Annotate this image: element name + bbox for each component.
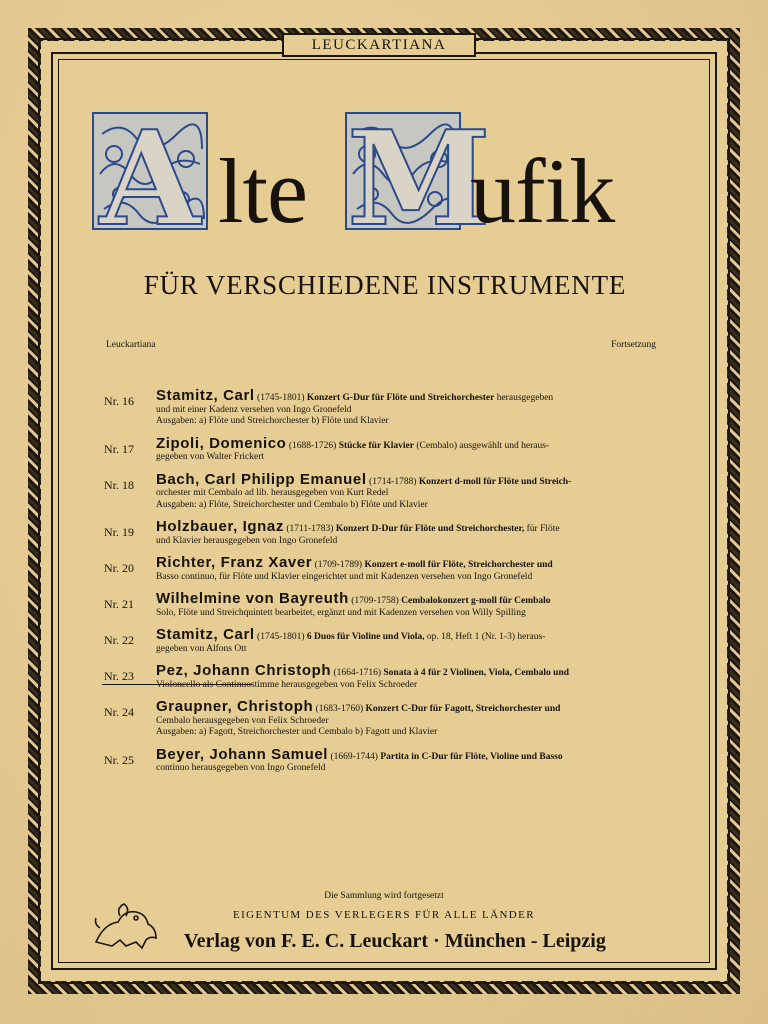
series-meta-left: Leuckartiana xyxy=(106,340,156,350)
work-title: Sonata à 4 für 2 Violinen, Viola, Cembalo und xyxy=(383,668,570,678)
work-title: Konzert e-moll für Flöte, Streichorchester und xyxy=(364,560,553,570)
entry-line-1 xyxy=(156,626,659,644)
composer-name: Bach, Carl Philipp Emanuel xyxy=(156,470,367,488)
entry-line-2: Solo, Flöte und Streichquintett bearbeitet, ergänzt und mit Kadenzen versehen von Willy Spilling xyxy=(156,607,526,618)
catalog-entry xyxy=(104,518,659,547)
entry-number: Nr. 25 xyxy=(104,752,134,767)
entry-editions: Ausgaben: a) Flöte, Streichorchester und Cembalo b) Flöte und Klavier xyxy=(156,499,428,510)
entry-line-1 xyxy=(156,698,659,716)
composer-dates: (1745-1801) xyxy=(257,393,305,403)
composer-name: Pez, Johann Christoph xyxy=(156,662,332,679)
catalog-entry xyxy=(104,554,659,583)
entry-number: Nr. 20 xyxy=(104,561,134,575)
title-word-1-rest: lte xyxy=(218,140,307,242)
entry-body xyxy=(156,745,659,775)
work-rest: (Cembalo) ausgewählt und heraus- xyxy=(416,440,550,451)
composer-dates: (1683-1760) xyxy=(315,704,364,714)
entry-body xyxy=(156,554,659,583)
work-title: Cembalokonzert g-moll für Cembalo xyxy=(401,596,551,606)
entry-editions: Ausgaben: a) Fagott, Streichorchester und Cembalo b) Fagott und Klavier xyxy=(156,727,438,737)
entry-line-1 xyxy=(156,434,659,453)
work-title: Stücke für Klavier xyxy=(338,440,414,451)
composer-dates: (1709-1789) xyxy=(314,560,363,570)
catalog-entry xyxy=(104,662,659,691)
entry-line-2: Basso continuo, für Flöte und Klavier eingerichtet und mit Kadenzen versehen von Ingo Gronefeld xyxy=(156,571,533,582)
entry-line-1 xyxy=(156,590,659,608)
entry-line-2: und Klavier herausgegeben von Ingo Gronefeld xyxy=(156,535,338,546)
composer-dates: (1709-1758) xyxy=(351,596,399,606)
series-label: LEUCKARTIANA xyxy=(282,33,476,57)
ornamental-initial-m: M xyxy=(347,102,491,255)
entry-line-1 xyxy=(156,518,659,536)
publisher-line: Verlag von F. E. C. Leuckart · München - Leipzig xyxy=(184,930,606,952)
series-meta-right: Fortsetzung xyxy=(611,340,656,350)
catalog-entry xyxy=(104,590,659,619)
entry-line-2: Violoncello als Continuostimme herausgegeben von Felix Schroeder xyxy=(156,679,418,690)
work-title: Konzert G-Dur für Flöte und Streichorchester xyxy=(306,393,495,403)
work-title: Partita in C-Dur für Flöte, Violine und Basso xyxy=(380,751,563,762)
main-title xyxy=(92,102,682,255)
work-rest: für Flöte xyxy=(526,524,560,534)
composer-name: Wilhelmine von Bayreuth xyxy=(156,590,349,607)
entry-line-2: orchester mit Cembalo ad lib. herausgegeben von Kurt Redel xyxy=(156,488,389,498)
entry-number: Nr. 22 xyxy=(104,633,134,647)
entry-body xyxy=(156,434,659,464)
entry-number: Nr. 19 xyxy=(104,525,134,539)
catalog-list xyxy=(104,387,659,785)
catalog-entry xyxy=(104,434,659,464)
entry-body xyxy=(156,470,659,512)
composer-dates: (1711-1783) xyxy=(286,524,334,534)
composer-name: Holzbauer, Ignaz xyxy=(156,518,284,535)
work-title: 6 Duos für Violine und Viola, xyxy=(306,632,425,642)
entry-number: Nr. 17 xyxy=(104,441,134,456)
entry-line-1 xyxy=(156,470,659,489)
composer-name: Graupner, Christoph xyxy=(156,698,314,715)
work-title: Konzert C-Dur für Fagott, Streichorchester und xyxy=(365,704,561,714)
entry-body xyxy=(156,626,659,655)
entry-line-2: gegeben von Alfons Ott xyxy=(156,643,247,654)
entry-body xyxy=(156,698,659,739)
entry-line-1 xyxy=(156,387,659,405)
composer-name: Stamitz, Carl xyxy=(156,626,255,643)
catalog-entry xyxy=(104,698,659,739)
entry-line-2: und mit einer Kadenz versehen von Ingo Gronefeld xyxy=(156,404,352,415)
catalog-entry xyxy=(104,626,659,655)
entry-number: Nr. 24 xyxy=(104,705,134,719)
subtitle: FÜR VERSCHIEDENE INSTRUMENTE xyxy=(143,270,627,300)
entry-body xyxy=(156,662,659,691)
entry-number: Nr. 23 xyxy=(104,669,134,683)
entry-body xyxy=(156,590,659,619)
rights-notice: EIGENTUM DES VERLEGERS FÜR ALLE LÄNDER xyxy=(232,909,536,921)
composer-name: Beyer, Johann Samuel xyxy=(156,745,329,763)
entry-number: Nr. 16 xyxy=(104,394,134,408)
entry-line-2: Cembalo herausgegeben von Felix Schroeder xyxy=(156,715,329,726)
collection-note: Die Sammlung wird fortgesetzt xyxy=(324,891,444,901)
entry-line-1 xyxy=(156,554,659,572)
composer-name: Stamitz, Carl xyxy=(156,387,255,404)
entry-editions: Ausgaben: a) Flöte und Streichorchester b) Flöte und Klavier xyxy=(156,416,389,426)
entry-body xyxy=(156,518,659,547)
composer-dates: (1714-1788) xyxy=(369,476,417,487)
entry-line-2: continuo herausgegeben von Ingo Gronefeld xyxy=(156,763,326,773)
ornamental-initial-a: A xyxy=(92,112,208,230)
work-rest: herausgegeben xyxy=(496,393,554,403)
catalog-entry xyxy=(104,470,659,512)
entry-number: Nr. 21 xyxy=(104,597,134,611)
work-title: Konzert d-moll für Flöte und Streich- xyxy=(418,476,572,487)
composer-dates: (1669-1744) xyxy=(330,751,378,762)
catalog-entry xyxy=(104,745,659,775)
composer-name: Richter, Franz Xaver xyxy=(156,554,313,571)
work-title: Konzert D-Dur für Flöte und Streichorchester, xyxy=(335,524,525,534)
composer-dates: (1745-1801) xyxy=(257,632,305,642)
work-rest: op. 18, Heft 1 (Nr. 1-3) heraus- xyxy=(426,632,546,642)
entry-number: Nr. 18 xyxy=(104,477,134,492)
entry-line-2: gegeben von Walter Frickert xyxy=(156,452,265,462)
entry-body xyxy=(156,387,659,428)
entry-line-1 xyxy=(156,745,659,764)
composer-name: Zipoli, Domenico xyxy=(156,434,287,452)
composer-dates: (1664-1716) xyxy=(333,668,381,678)
title-word-2-rest: ufik xyxy=(470,140,615,242)
publisher-lion-icon xyxy=(90,898,162,954)
handwritten-underline xyxy=(102,684,252,685)
catalog-entry xyxy=(104,387,659,428)
entry-line-1 xyxy=(156,662,659,680)
composer-dates: (1688-1726) xyxy=(288,440,337,451)
